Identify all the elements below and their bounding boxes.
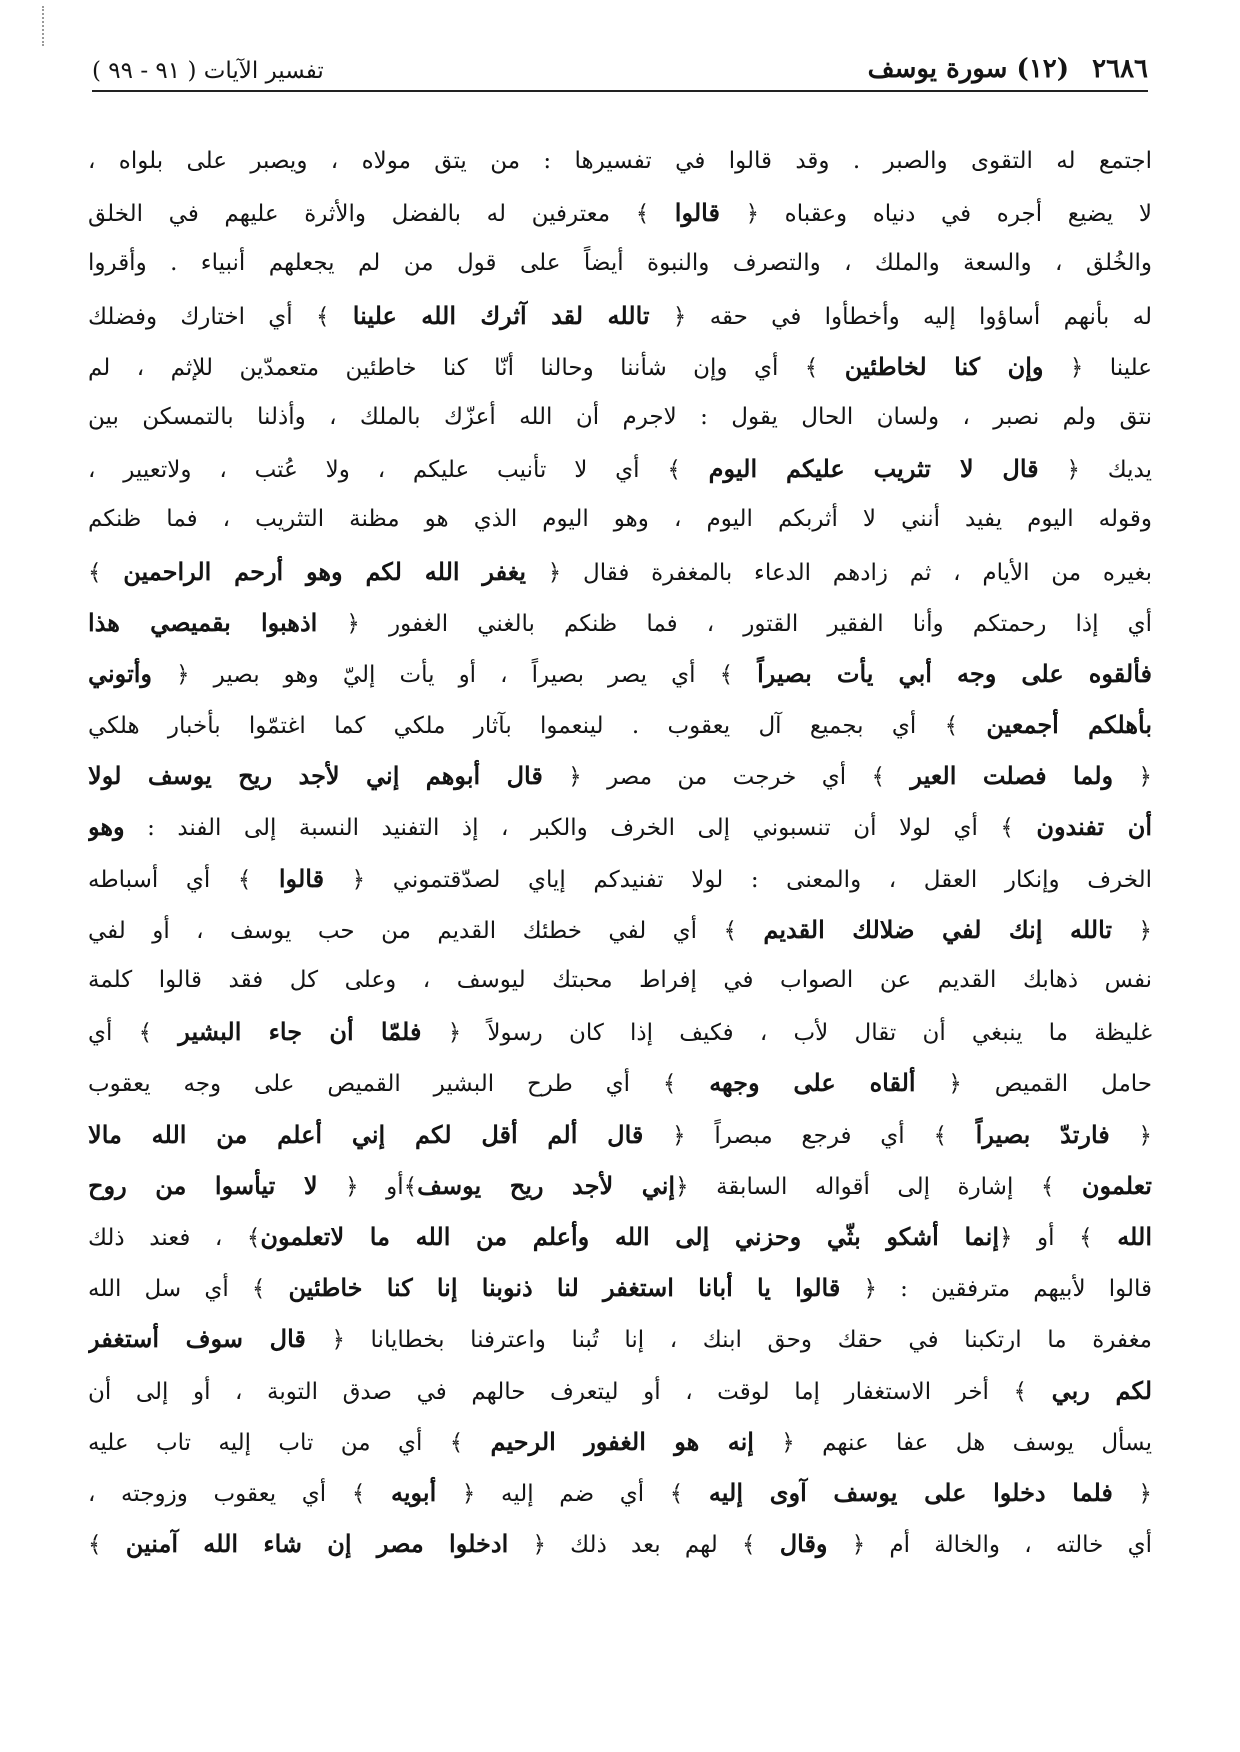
- text-line: [88, 290, 1152, 341]
- commentary-segment: ﴾ أي لفي خطئك القديم من حب يوسف ، أو لفي: [88, 917, 764, 944]
- quran-verse-text: لكم ربي: [1051, 1375, 1152, 1405]
- commentary-segment: ﴾ أي أسباطه: [88, 866, 279, 893]
- text-line: [88, 597, 1152, 648]
- quran-verse-text: اذهبوا بقميصي هذا: [88, 607, 318, 637]
- text-line: [88, 648, 1152, 699]
- quran-verse-text: الله: [1117, 1221, 1152, 1251]
- text-line: [88, 1467, 1152, 1518]
- quran-verse-text: وقال: [779, 1529, 828, 1559]
- commentary-segment: ﴾ أي بجميع آل يعقوب . لينعموا بآثار ملكي كما اغتمّوا بأخبار هلكي: [88, 713, 987, 740]
- commentary-segment: ﴾ أي لولا أن تنسبوني إلى الخرف والكبر ، إذ التفنيد النسبة إلى الفند :: [124, 815, 1037, 842]
- page-number: ٢٦٨٦: [1092, 54, 1148, 84]
- commentary-segment: اجتمع له التقوى والصبر . وقد قالوا في تفسيرها : من يتق مولاه ، ويصبر على بلواه ،: [88, 148, 1152, 174]
- text-line: [88, 392, 1152, 443]
- commentary-segment: ﴾ أي خرجت من مصر ﴿: [542, 764, 911, 791]
- quran-verse-text: لا تيأسوا من روح: [88, 1170, 318, 1200]
- text-line: [88, 699, 1152, 750]
- commentary-segment: نتق ولم نصبر ، ولسان الحال يقول : لاجرم أن الله أعزّك بالملك ، وأذلنا بالتمسكن بين: [88, 403, 1152, 430]
- commentary-segment: ﴾ ، فعند ذلك: [88, 1224, 261, 1251]
- commentary-segment: أي إذا رحمتكم وأنا الفقير القتور ، فما ظنكم بالغني الغفور ﴿: [317, 610, 1152, 637]
- quran-verse-text: قال ألم أقل لكم إني أعلم من الله مالا: [88, 1119, 644, 1149]
- commentary-segment: ﴾ أي من تاب إليه تاب عليه: [88, 1429, 491, 1456]
- text-line: [88, 1211, 1152, 1262]
- commentary-segment: ﴿: [1109, 1122, 1152, 1149]
- text-line: [88, 341, 1152, 392]
- text-line: [88, 494, 1152, 545]
- commentary-segment: ﴾ أي وإن شأننا وحالنا أنّا كنا خاطئين متعمدّين للإثم ، لم: [88, 354, 845, 381]
- commentary-text: [88, 136, 1152, 1569]
- commentary-segment: لا يضيع أجره في دنياه وعقباه ﴿: [719, 201, 1152, 228]
- commentary-segment: ﴿: [1112, 917, 1152, 944]
- commentary-segment: والخُلق ، والسعة والملك ، والتصرف والنبوة أيضاً على قول من لم يجعلهم أنبياء . وأقروا: [88, 250, 1152, 277]
- quran-verse-text: قالوا: [278, 863, 325, 893]
- commentary-segment: قالوا لأبيهم مترفقين : ﴿: [840, 1276, 1152, 1303]
- commentary-segment: مغفرة ما ارتكبنا في حقك وحق ابنك ، إنا تُبنا واعترفنا بخطايانا ﴿: [305, 1327, 1152, 1354]
- text-line: [88, 443, 1152, 494]
- quran-verse-text: تالله لقد آثرك الله علينا: [352, 300, 650, 330]
- quran-verse-text: تعلمون: [1081, 1170, 1152, 1200]
- text-line: [88, 1006, 1152, 1057]
- commentary-segment: له بأنهم أساؤوا إليه وأخطأوا في حقه ﴿: [649, 303, 1152, 330]
- commentary-segment: يديك ﴿: [1038, 457, 1152, 484]
- commentary-segment: ﴾ أي طرح البشير القميص على وجه يعقوب: [88, 1071, 710, 1098]
- margin-mark: [42, 6, 46, 46]
- text-line: [88, 1518, 1152, 1569]
- quran-verse-text: قال سوف أستغفر: [88, 1324, 306, 1354]
- text-line: [88, 1365, 1152, 1416]
- quran-verse-text: فلما دخلوا على يوسف آوى إليه: [708, 1477, 1113, 1507]
- commentary-segment: ﴾ معترفين له بالفضل والأثرة عليهم في الخلق: [88, 201, 675, 228]
- text-line: [88, 546, 1152, 597]
- commentary-segment: ﴾ أي فرجع مبصراً ﴿: [643, 1122, 976, 1149]
- commentary-segment: وقوله اليوم يفيد أنني لا أثربكم اليوم ، وهو اليوم الذي هو مظنة التثريب ، فما ظنكم: [88, 506, 1152, 533]
- commentary-segment: ﴾ أي لا تأنيب عليكم ، ولا عُتب ، ولاتعيير ،: [88, 457, 709, 484]
- text-line: [88, 904, 1152, 955]
- commentary-segment: أي خالته ، والخالة أم ﴿: [827, 1532, 1152, 1559]
- text-line: [88, 1262, 1152, 1313]
- text-line: [88, 750, 1152, 801]
- quran-verse-text: قال أبوهم إني لأجد ريح يوسف لولا: [88, 761, 543, 791]
- text-line: [88, 853, 1152, 904]
- commentary-segment: ﴾ أي يعقوب وزوجته ،: [88, 1480, 391, 1507]
- commentary-segment: ﴾ لهم بعد ذلك ﴿: [508, 1532, 780, 1559]
- commentary-segment: يسأل يوسف هل عفا عنهم ﴿: [753, 1429, 1152, 1456]
- commentary-segment: ﴾ أي: [88, 1020, 179, 1047]
- text-line: [88, 1160, 1152, 1211]
- quran-verse-text: ولما فصلت العير: [910, 761, 1114, 791]
- quran-verse-text: وهو: [88, 812, 125, 842]
- commentary-segment: الخرف وإنكار العقل ، والمعنى : لولا تفنيدكم إياي لصدّقتموني ﴿: [324, 866, 1152, 893]
- commentary-segment: ﴾: [88, 559, 124, 586]
- commentary-segment: غليظة ما ينبغي أن تقال لأب ، فكيف إذا كان رسولاً ﴿: [421, 1020, 1152, 1047]
- quran-verse-text: يغفر الله لكم وهو أرحم الراحمين: [123, 556, 527, 586]
- commentary-segment: نفس ذهابك القديم عن الصواب في إفراط محبتك ليوسف ، وعلى كل فقد قالوا كلمة: [88, 967, 1152, 993]
- quran-verse-text: إنه هو الغفور الرحيم: [490, 1426, 754, 1456]
- commentary-segment: ﴾: [88, 1532, 126, 1559]
- text-line: [88, 187, 1152, 238]
- running-head-right: [868, 54, 1148, 84]
- commentary-segment: ﴾ أي اختارك وفضلك: [88, 303, 353, 330]
- quran-verse-text: قالوا: [674, 198, 720, 228]
- running-head: [92, 40, 1148, 92]
- quran-verse-text: ألقاه على وجهه: [709, 1068, 916, 1098]
- quran-verse-text: إني لأجد ريح يوسف: [417, 1170, 676, 1200]
- commentary-segment: ﴾ إشارة إلى أقواله السابقة ﴿: [675, 1173, 1082, 1200]
- quran-verse-text: أبويه: [390, 1477, 437, 1507]
- commentary-segment: ﴾أو ﴿: [317, 1173, 418, 1200]
- commentary-segment: ﴿: [1113, 764, 1152, 791]
- text-line: [88, 1416, 1152, 1467]
- quran-verse-text: فارتدّ بصيراً: [975, 1119, 1110, 1149]
- quran-verse-text: قالوا يا أبانا استغفر لنا ذنوبنا إنا كنا خاطئين: [288, 1273, 841, 1303]
- text-line: [88, 801, 1152, 852]
- quran-verse-text: قال لا تثريب عليكم اليوم: [708, 454, 1039, 484]
- surah-title: (١٢) سورة يوسف: [867, 54, 1070, 84]
- quran-verse-text: أن تفندون: [1036, 812, 1152, 842]
- section-title: تفسير الآيات ( ٩١ - ٩٩ ): [92, 58, 324, 84]
- text-line: [88, 136, 1152, 187]
- commentary-segment: ﴾ أي سل الله: [88, 1276, 289, 1303]
- quran-verse-text: وإن كنا لخاطئين: [844, 351, 1044, 381]
- quran-verse-text: إنما أشكو بثّي وحزني إلى الله وأعلم من الله ما لاتعلمون: [260, 1221, 999, 1251]
- quran-verse-text: وأتوني: [88, 658, 153, 688]
- quran-verse-text: فلمّا أن جاء البشير: [178, 1017, 422, 1047]
- commentary-segment: ﴾ أو ﴿: [999, 1224, 1118, 1251]
- quran-verse-text: بأهلكم أجمعين: [986, 710, 1152, 740]
- commentary-segment: حامل القميص ﴿: [915, 1071, 1152, 1098]
- commentary-segment: بغيره من الأيام ، ثم زادهم الدعاء بالمغفرة فقال ﴿: [526, 559, 1152, 586]
- quran-verse-text: فألقوه على وجه أبي يأت بصيراً: [757, 658, 1152, 688]
- text-line: [88, 238, 1152, 289]
- commentary-segment: ﴿: [1112, 1480, 1152, 1507]
- commentary-segment: ﴾ أي يصر بصيراً ، أو يأت إليّ وهو بصير ﴿: [152, 661, 758, 688]
- commentary-segment: ﴾ أخر الاستغفار إما لوقت ، أو ليتعرف حالهم في صدق التوبة ، أو إلى أن: [88, 1378, 1052, 1405]
- text-line: [88, 955, 1152, 1006]
- text-line: [88, 1109, 1152, 1160]
- commentary-segment: علينا ﴿: [1043, 354, 1152, 381]
- quran-verse-text: ادخلوا مصر إن شاء الله آمنين: [125, 1529, 509, 1559]
- text-line: [88, 1057, 1152, 1108]
- text-line: [88, 1313, 1152, 1364]
- commentary-segment: ﴾ أي ضم إليه ﴿: [436, 1480, 709, 1507]
- quran-verse-text: تالله إنك لفي ضلالك القديم: [763, 914, 1113, 944]
